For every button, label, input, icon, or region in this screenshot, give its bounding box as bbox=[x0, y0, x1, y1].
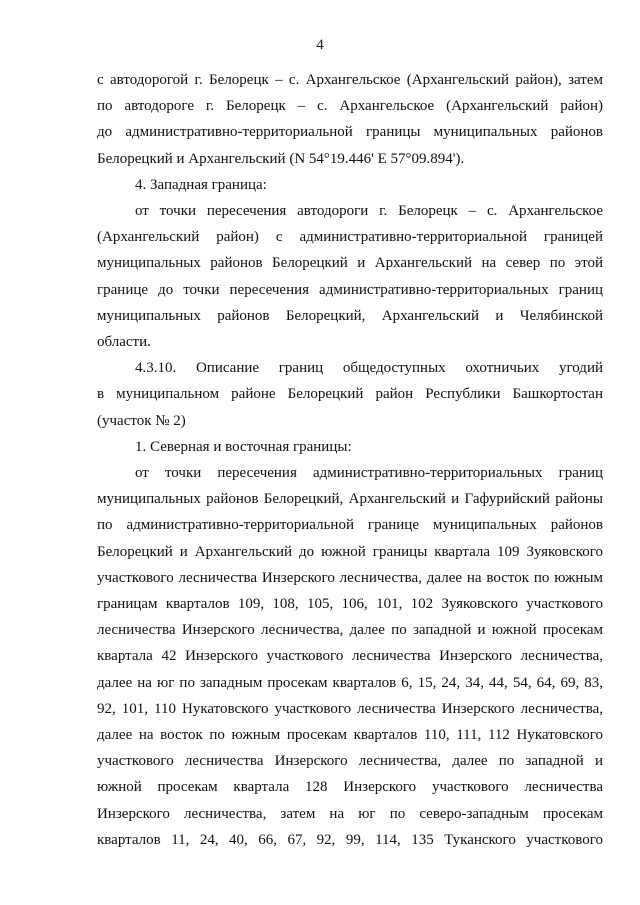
text-line: Белорецкий и Архангельский до южной границы квартала 109 Зуяковского bbox=[97, 543, 603, 560]
text-line: от точки пересечения автодороги г. Белорецк – с. Архангельское bbox=[135, 203, 603, 219]
text-line: 4.3.10. Описание границ общедоступных охотничьих угодий bbox=[135, 360, 603, 377]
text-line: муниципальных районов Белорецкий, Архангельский и Гафурийский районы bbox=[97, 491, 603, 508]
text-line: от точки пересечения административно-территориальных границ bbox=[135, 465, 603, 481]
text-line: южной просекам квартала 128 Инзерского участкового лесничества bbox=[97, 779, 603, 796]
text-line: муниципальных районов Белорецкий, Архангельский и Челябинской bbox=[97, 307, 603, 324]
text-line: (участок № 2) bbox=[97, 412, 186, 429]
text-line: Белорецкий и Архангельский (N 54°19.446' E 57°09.894'). bbox=[97, 150, 465, 167]
text-line: с автодорогой г. Белорецк – с. Архангельское (Архангельский район), затем bbox=[97, 72, 603, 88]
text-line: кварталов 11, 24, 40, 66, 67, 92, 99, 114, 135 Туканского участкового bbox=[97, 831, 603, 848]
text-line: участкового лесничества Инзерского лесничества, далее по западной и bbox=[97, 753, 603, 770]
text-line: квартала 42 Инзерского участкового лесничества Инзерского лесничества, bbox=[97, 648, 603, 665]
text-line: далее на восток по южным просекам кварталов 110, 111, 112 Нукатовского bbox=[97, 727, 603, 743]
text-line: Инзерского лесничества, затем на юг по северо-западным просекам bbox=[97, 805, 603, 822]
text-line: муниципальных районов Белорецкий и Архангельский на север по этой bbox=[97, 255, 603, 272]
text-line: лесничества Инзерского лесничества, далее по западной и южной просекам bbox=[97, 622, 603, 639]
text-line: по административно-территориальной границе муниципальных районов bbox=[97, 517, 603, 534]
text-line: области. bbox=[97, 334, 151, 350]
text-line: 92, 101, 110 Нукатовского участкового лесничества Инзерского лесничества, bbox=[97, 700, 603, 717]
text-line: участкового лесничества Инзерского лесничества, далее на восток по южным bbox=[97, 569, 603, 586]
text-line: границе до точки пересечения административно-территориальных границ bbox=[97, 281, 603, 298]
text-line: границам кварталов 109, 108, 105, 106, 101, 102 Зуяковского участкового bbox=[97, 596, 603, 612]
text-line: до административно-территориальной границы муниципальных районов bbox=[97, 124, 603, 141]
text-line: (Архангельский район) с административно-территориальной границей bbox=[97, 229, 603, 246]
text-line: 1. Северная и восточная границы: bbox=[135, 438, 352, 455]
text-line: далее на юг по западным просекам кварталов 6, 15, 24, 34, 44, 54, 64, 69, 83, bbox=[97, 674, 603, 691]
text-line: по автодороге г. Белорецк – с. Архангельское (Архангельский район) bbox=[97, 98, 603, 115]
page-number: 4 bbox=[316, 37, 324, 53]
text-line: 4. Западная граница: bbox=[135, 176, 267, 193]
text-line: в муниципальном районе Белорецкий район Республики Башкортостан bbox=[97, 386, 603, 403]
